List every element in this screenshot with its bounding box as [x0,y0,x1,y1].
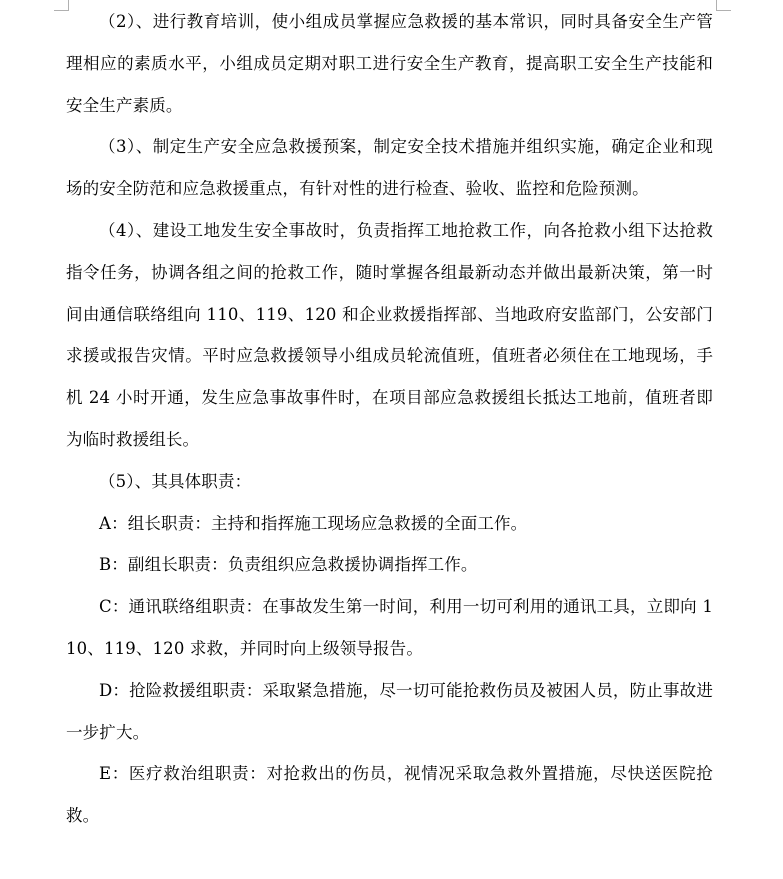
duty-c-communications: C：通讯联络组职责：在事故发生第一时间，利用一切可利用的通讯工具，立即向 110、119、120 求救，并同时向上级领导报告。 [66,597,713,658]
page-corner-marker-right [716,0,731,11]
paragraph-5-duties-heading: （5）、其具体职责： [99,471,252,491]
duty-b-deputy-leader: B：副组长职责：负责组织应急救援协调指挥工作。 [99,555,478,575]
paragraph-2-training: （2）、进行教育培训，使小组成员掌握应急救援的基本常识，同时具备安全生产管理相应的素质水平，小组成员定期对职工进行安全生产教育，提高职工安全生产技能和安全生产素质。 [66,12,713,115]
document-body [66,0,713,837]
duty-d-rescue: D：抢险救援组职责：采取紧急措施，尽一切可能抢救伤员及被困人员，防止事故进一步扩大。 [66,680,713,742]
paragraph-4-accident-response: （4）、建设工地发生安全事故时，负责指挥工地抢救工作，向各抢救小组下达抢救指令任务，协调各组之间的抢救工作，随时掌握各组最新动态并做出最新决策，第一时间由通信联络组向 110、119、120 和企业救援指挥部、当地政府安监部门，公安部门求援或报告灾情。平时应急救援领导小组成员轮流值班，值班者必须住在工地现场，手机 24 小时开通，发生应急事故事件时，在项目部应急救援组长抵达工地前，值班者即为临时救援组长。 [66,220,713,449]
duty-a-team-leader: A：组长职责：主持和指挥施工现场应急救援的全面工作。 [99,513,528,533]
duty-e-medical: E：医疗救治组职责：对抢救出的伤员，视情况采取急救外置措施，尽快送医院抢救。 [66,764,713,826]
paragraph-3-emergency-plan: （3）、制定生产安全应急救援预案，制定安全技术措施并组织实施，确定企业和现场的安全防范和应急救援重点，有针对性的进行检查、验收、监控和危险预测。 [66,137,713,199]
